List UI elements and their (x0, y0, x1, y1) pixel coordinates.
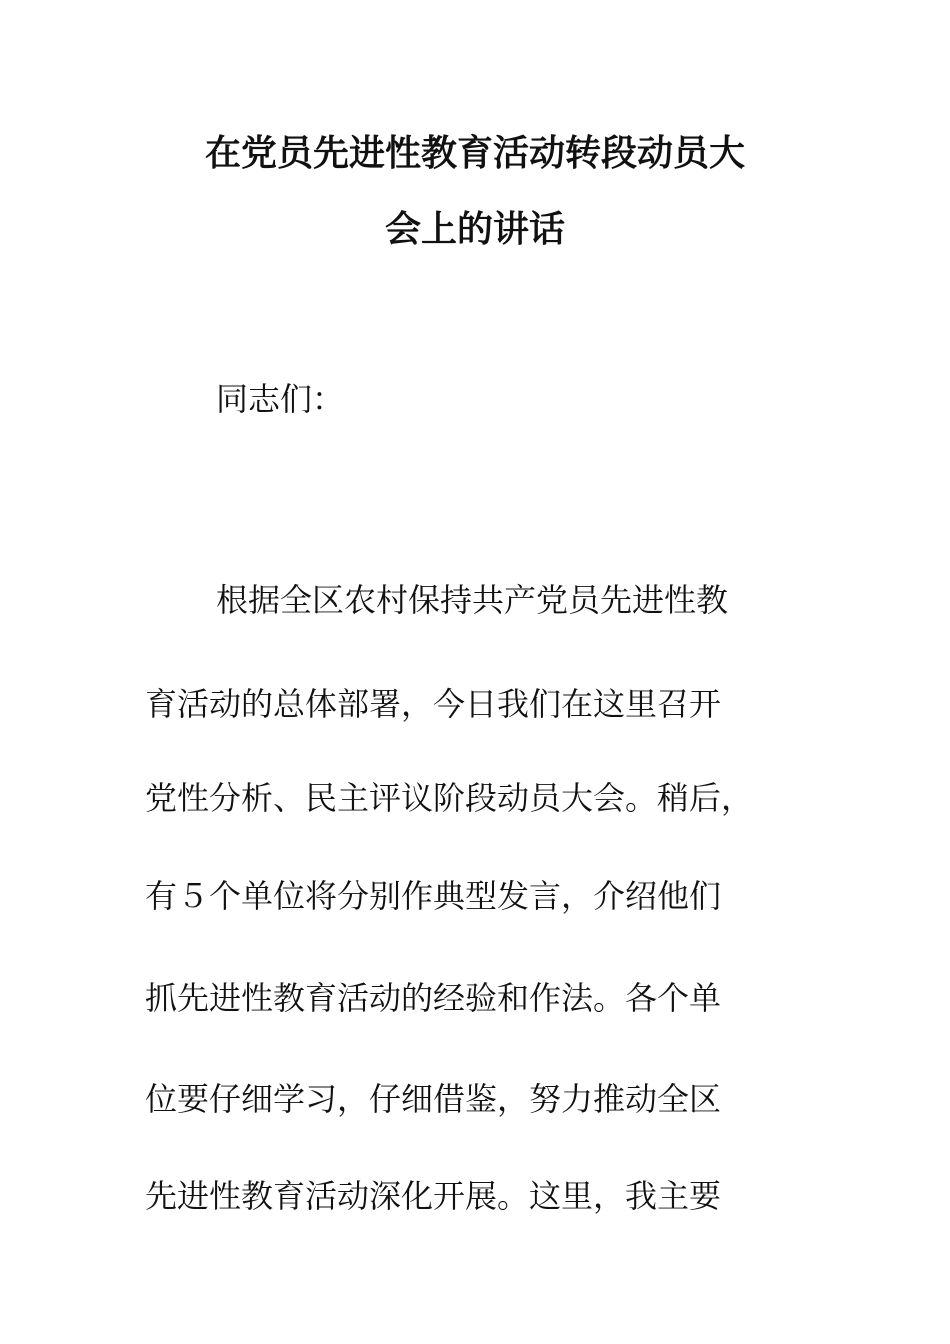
document-title-line-1: 在党员先进性教育活动转段动员大 (204, 133, 745, 174)
document-title-line-2: 会上的讲话 (384, 209, 565, 250)
body-line-3: 党性分析、民主评议阶段动员大会。稍后， (145, 779, 754, 817)
salutation: 同志们： (216, 380, 345, 418)
body-line-2: 育活动的总体部署，今日我们在这里召开 (145, 685, 722, 723)
body-line-7: 先进性教育活动深化开展。这里，我主要 (145, 1177, 722, 1215)
body-line-1: 根据全区农村保持共产党员先进性教 (216, 581, 729, 619)
body-line-6: 位要仔细学习，仔细借鉴，努力推动全区 (145, 1080, 722, 1118)
body-line-4: 有５个单位将分别作典型发言，介绍他们 (145, 877, 722, 915)
body-line-5: 抓先进性教育活动的经验和作法。各个单 (145, 979, 722, 1017)
